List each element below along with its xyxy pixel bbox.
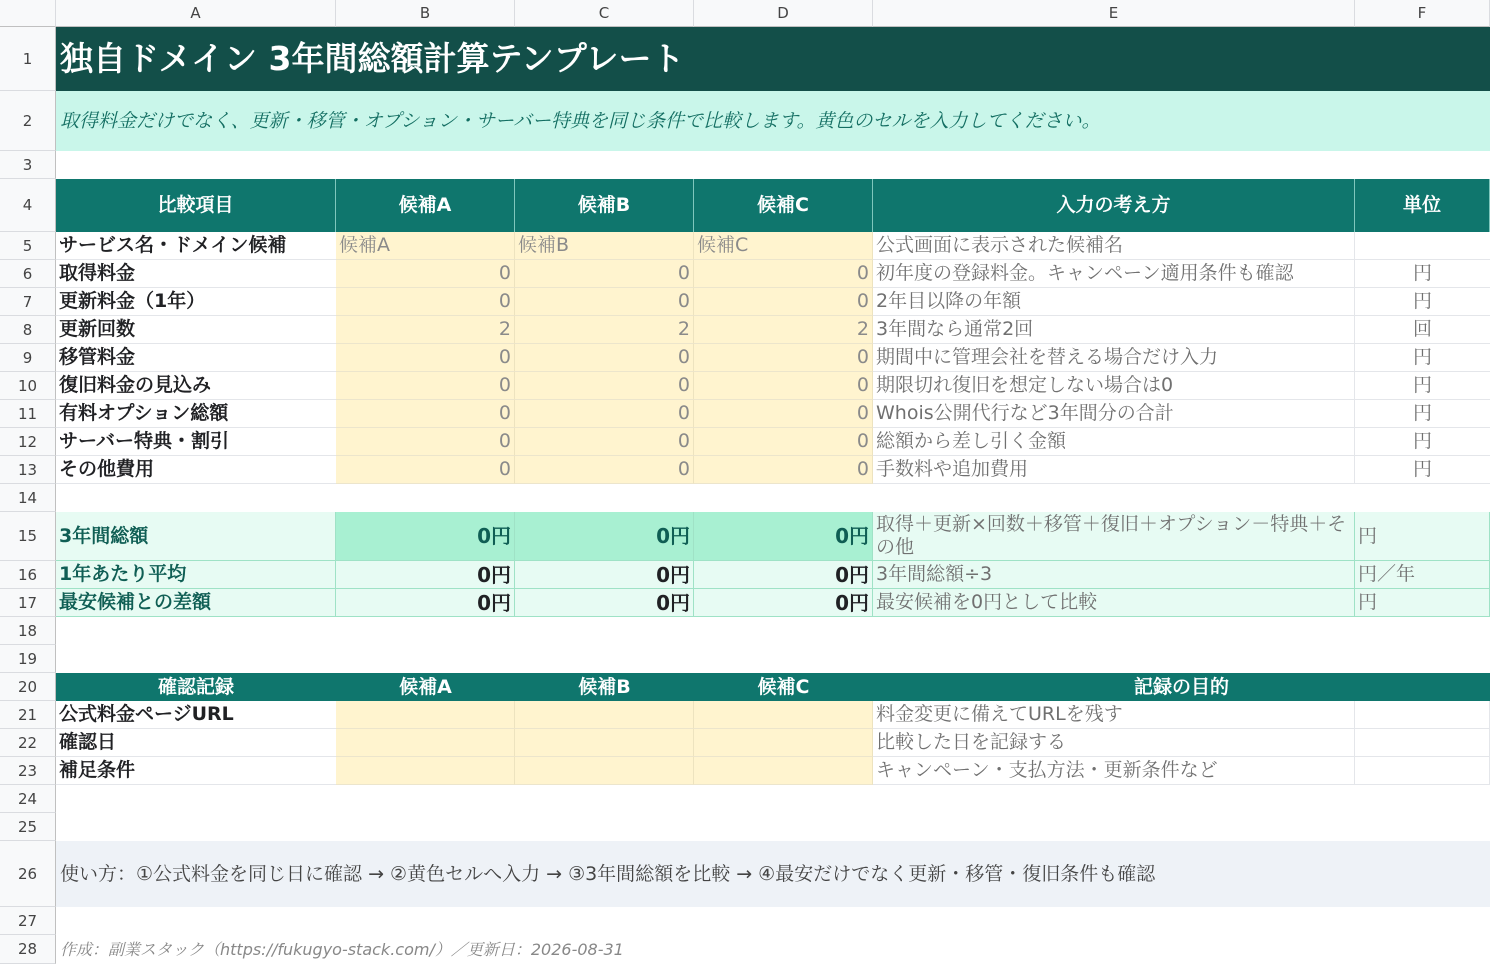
column-header-f[interactable]: F	[1355, 0, 1490, 27]
row-header-10[interactable]: 10	[0, 372, 56, 400]
total-label-cell[interactable]: 3年間総額	[56, 512, 336, 561]
column-header-b[interactable]: B	[336, 0, 515, 27]
record-input-candidate-a[interactable]	[336, 701, 515, 729]
column-header-d[interactable]: D	[694, 0, 873, 27]
record-input-candidate-b[interactable]	[515, 729, 694, 757]
input-cell-candidate-a[interactable]: 0	[336, 400, 515, 428]
sheet-subtitle-cell[interactable]: 取得料金だけでなく、更新・移管・オプション・サーバー特典を同じ条件で比較します。黄色のセルを入力してください。	[56, 91, 1490, 151]
row-header-14[interactable]: 14	[0, 484, 56, 512]
column-header-c[interactable]: C	[515, 0, 694, 27]
total-value-candidate-b[interactable]: 0円	[515, 589, 694, 617]
input-cell-candidate-a[interactable]: 2	[336, 316, 515, 344]
note-cell[interactable]: 2年目以降の年額	[873, 288, 1355, 316]
input-cell-candidate-c[interactable]: 0	[694, 428, 873, 456]
total-value-candidate-c[interactable]: 0円	[694, 512, 873, 561]
total-value-candidate-a[interactable]: 0円	[336, 512, 515, 561]
record-input-candidate-c[interactable]	[694, 701, 873, 729]
input-cell-candidate-b[interactable]: 0	[515, 288, 694, 316]
input-cell-candidate-b[interactable]: 0	[515, 456, 694, 484]
select-all-corner[interactable]	[0, 0, 56, 27]
record-empty-cell[interactable]	[1355, 757, 1490, 785]
total-label-cell[interactable]: 最安候補との差額	[56, 589, 336, 617]
column-header-e[interactable]: E	[873, 0, 1355, 27]
record-header-a[interactable]: 候補A	[336, 673, 515, 701]
row-header-22[interactable]: 22	[0, 729, 56, 757]
input-cell-candidate-a[interactable]: 0	[336, 344, 515, 372]
unit-cell[interactable]: 円	[1355, 428, 1490, 456]
item-label-cell[interactable]: 復旧料金の見込み	[56, 372, 336, 400]
total-value-candidate-c[interactable]: 0円	[694, 589, 873, 617]
input-cell-candidate-a[interactable]: 0	[336, 372, 515, 400]
header-cell-item[interactable]: 比較項目	[56, 179, 336, 232]
record-input-candidate-c[interactable]	[694, 757, 873, 785]
record-input-candidate-b[interactable]	[515, 757, 694, 785]
unit-cell[interactable]	[1355, 232, 1490, 260]
total-unit-cell[interactable]: 円／年	[1355, 561, 1490, 589]
total-note-cell[interactable]: 最安候補を0円として比較	[873, 589, 1355, 617]
total-value-candidate-b[interactable]: 0円	[515, 561, 694, 589]
item-label-cell[interactable]: 取得料金	[56, 260, 336, 288]
item-label-cell[interactable]: 更新回数	[56, 316, 336, 344]
record-input-candidate-b[interactable]	[515, 701, 694, 729]
total-note-cell[interactable]: 3年間総額÷3	[873, 561, 1355, 589]
usage-instructions-cell[interactable]: 使い方：①公式料金を同じ日に確認 → ②黄色セルへ入力 → ③3年間総額を比較 → ④最安だけでなく更新・移管・復旧条件も確認	[56, 841, 1490, 907]
column-header-a[interactable]: A	[56, 0, 336, 27]
input-cell-candidate-c[interactable]: 0	[694, 372, 873, 400]
input-cell-candidate-c[interactable]: 0	[694, 288, 873, 316]
unit-cell[interactable]: 円	[1355, 372, 1490, 400]
row-header-18[interactable]: 18	[0, 617, 56, 645]
row-header-24[interactable]: 24	[0, 785, 56, 813]
row-header-28[interactable]: 28	[0, 935, 56, 964]
total-unit-cell[interactable]: 円	[1355, 512, 1490, 561]
total-value-candidate-a[interactable]: 0円	[336, 589, 515, 617]
unit-cell[interactable]: 円	[1355, 400, 1490, 428]
note-cell[interactable]: 公式画面に表示された候補名	[873, 232, 1355, 260]
item-label-cell[interactable]: 移管料金	[56, 344, 336, 372]
row-header-26[interactable]: 26	[0, 841, 56, 907]
input-cell-candidate-b[interactable]: 0	[515, 260, 694, 288]
record-input-candidate-a[interactable]	[336, 757, 515, 785]
row-header-20[interactable]: 20	[0, 673, 56, 701]
note-cell[interactable]: Whois公開代行など3年間分の合計	[873, 400, 1355, 428]
row-header-8[interactable]: 8	[0, 316, 56, 344]
total-note-cell[interactable]: 取得＋更新×回数＋移管＋復旧＋オプション－特典＋その他	[873, 512, 1355, 561]
note-cell[interactable]: 3年間なら通常2回	[873, 316, 1355, 344]
total-label-cell[interactable]: 1年あたり平均	[56, 561, 336, 589]
input-cell-candidate-a[interactable]: 0	[336, 288, 515, 316]
input-cell-candidate-b[interactable]: 2	[515, 316, 694, 344]
record-label-cell[interactable]: 公式料金ページURL	[56, 701, 336, 729]
record-purpose-cell[interactable]: 料金変更に備えてURLを残す	[873, 701, 1355, 729]
total-value-candidate-b[interactable]: 0円	[515, 512, 694, 561]
row-header-9[interactable]: 9	[0, 344, 56, 372]
row-header-12[interactable]: 12	[0, 428, 56, 456]
record-purpose-cell[interactable]: 比較した日を記録する	[873, 729, 1355, 757]
record-empty-cell[interactable]	[1355, 701, 1490, 729]
note-cell[interactable]: 初年度の登録料金。キャンペーン適用条件も確認	[873, 260, 1355, 288]
header-cell-c[interactable]: 候補C	[694, 179, 873, 232]
input-cell-candidate-a[interactable]: 0	[336, 428, 515, 456]
input-cell-candidate-b[interactable]: 候補B	[515, 232, 694, 260]
record-label-cell[interactable]: 確認日	[56, 729, 336, 757]
record-header-purpose[interactable]: 記録の目的	[873, 673, 1490, 701]
header-cell-a[interactable]: 候補A	[336, 179, 515, 232]
record-header-c[interactable]: 候補C	[694, 673, 873, 701]
row-header-1[interactable]: 1	[0, 27, 56, 91]
item-label-cell[interactable]: その他費用	[56, 456, 336, 484]
note-cell[interactable]: 総額から差し引く金額	[873, 428, 1355, 456]
unit-cell[interactable]: 回	[1355, 316, 1490, 344]
item-label-cell[interactable]: サーバー特典・割引	[56, 428, 336, 456]
unit-cell[interactable]: 円	[1355, 260, 1490, 288]
total-value-candidate-c[interactable]: 0円	[694, 561, 873, 589]
row-header-17[interactable]: 17	[0, 589, 56, 617]
note-cell[interactable]: 期限切れ復旧を想定しない場合は0	[873, 372, 1355, 400]
input-cell-candidate-c[interactable]: 0	[694, 400, 873, 428]
record-empty-cell[interactable]	[1355, 729, 1490, 757]
total-value-candidate-a[interactable]: 0円	[336, 561, 515, 589]
input-cell-candidate-c[interactable]: 0	[694, 344, 873, 372]
row-header-16[interactable]: 16	[0, 561, 56, 589]
record-header-item[interactable]: 確認記録	[56, 673, 336, 701]
total-unit-cell[interactable]: 円	[1355, 589, 1490, 617]
record-input-candidate-a[interactable]	[336, 729, 515, 757]
header-cell-note[interactable]: 入力の考え方	[873, 179, 1355, 232]
unit-cell[interactable]: 円	[1355, 344, 1490, 372]
input-cell-candidate-c[interactable]: 0	[694, 260, 873, 288]
row-header-7[interactable]: 7	[0, 288, 56, 316]
note-cell[interactable]: 期間中に管理会社を替える場合だけ入力	[873, 344, 1355, 372]
sheet-title-cell[interactable]: 独自ドメイン 3年間総額計算テンプレート	[56, 27, 1490, 91]
item-label-cell[interactable]: 更新料金（1年）	[56, 288, 336, 316]
header-cell-b[interactable]: 候補B	[515, 179, 694, 232]
record-purpose-cell[interactable]: キャンペーン・支払方法・更新条件など	[873, 757, 1355, 785]
row-header-5[interactable]: 5	[0, 232, 56, 260]
record-input-candidate-c[interactable]	[694, 729, 873, 757]
input-cell-candidate-b[interactable]: 0	[515, 400, 694, 428]
row-header-3[interactable]: 3	[0, 151, 56, 179]
input-cell-candidate-c[interactable]: 2	[694, 316, 873, 344]
record-header-b[interactable]: 候補B	[515, 673, 694, 701]
unit-cell[interactable]: 円	[1355, 456, 1490, 484]
row-header-27[interactable]: 27	[0, 907, 56, 935]
input-cell-candidate-b[interactable]: 0	[515, 344, 694, 372]
record-label-cell[interactable]: 補足条件	[56, 757, 336, 785]
row-header-4[interactable]: 4	[0, 179, 56, 232]
row-header-21[interactable]: 21	[0, 701, 56, 729]
row-header-23[interactable]: 23	[0, 757, 56, 785]
item-label-cell[interactable]: 有料オプション総額	[56, 400, 336, 428]
item-label-cell[interactable]: サービス名・ドメイン候補	[56, 232, 336, 260]
input-cell-candidate-a[interactable]: 0	[336, 260, 515, 288]
row-header-15[interactable]: 15	[0, 512, 56, 561]
header-cell-unit[interactable]: 単位	[1355, 179, 1490, 232]
row-header-2[interactable]: 2	[0, 91, 56, 151]
footer-credit-cell[interactable]: 作成：副業スタック（https://fukugyo-stack.com/）／更新日：2026-08-31	[60, 939, 624, 959]
note-cell[interactable]: 手数料や追加費用	[873, 456, 1355, 484]
input-cell-candidate-b[interactable]: 0	[515, 372, 694, 400]
row-header-11[interactable]: 11	[0, 400, 56, 428]
row-header-19[interactable]: 19	[0, 645, 56, 673]
row-header-13[interactable]: 13	[0, 456, 56, 484]
input-cell-candidate-a[interactable]: 0	[336, 456, 515, 484]
row-header-25[interactable]: 25	[0, 813, 56, 841]
row-header-6[interactable]: 6	[0, 260, 56, 288]
unit-cell[interactable]: 円	[1355, 288, 1490, 316]
input-cell-candidate-c[interactable]: 0	[694, 456, 873, 484]
input-cell-candidate-b[interactable]: 0	[515, 428, 694, 456]
input-cell-candidate-a[interactable]: 候補A	[336, 232, 515, 260]
input-cell-candidate-c[interactable]: 候補C	[694, 232, 873, 260]
